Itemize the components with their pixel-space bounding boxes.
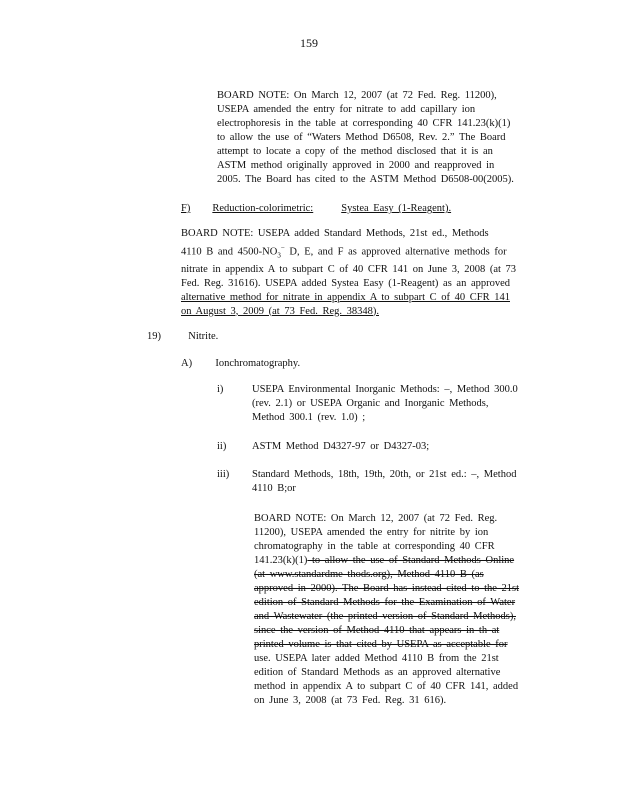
item-marker: F) bbox=[181, 203, 191, 214]
note-line-struck: approved in 2000). The Board has instead cited to the 21st bbox=[254, 583, 520, 594]
sub-item-line: Standard Methods, 18th, 19th, 20th, or 21st ed.: –, Method bbox=[252, 469, 517, 480]
note-line-struck: since the version of Method 4110 that appears in th at bbox=[254, 625, 500, 636]
sub-item-line: Method 300.1 (rev. 1.0) ; bbox=[252, 412, 366, 423]
note-line-struck: edition of Standard Methods for the Examination of Water bbox=[254, 597, 516, 608]
note-line: use. USEPA later added Method 4110 B from the 21st bbox=[254, 653, 499, 664]
struck-text: to allow the use of Standard Methods Online bbox=[307, 555, 515, 566]
note-line: BOARD NOTE: USEPA added Standard Methods, 21st ed., Methods bbox=[181, 228, 489, 239]
note-line: attempt to locate a copy of the method disclosed that it is an bbox=[217, 146, 493, 157]
item-marker: 19) bbox=[147, 331, 161, 342]
item-label: Nitrite. bbox=[188, 331, 219, 342]
note-line: on June 3, 2008 (at 73 Fed. Reg. 31 616). bbox=[254, 695, 447, 706]
note-line: method in appendix A to subpart C of 40 CFR 141, added bbox=[254, 681, 519, 692]
note-line-added: alternative method for nitrate in appendix A to subpart C of 40 CFR 141 bbox=[181, 291, 510, 303]
note-line: ASTM method originally approved in 2000 and reapproved in bbox=[217, 160, 495, 171]
note-line: chromatography in the table at corresponding 40 CFR bbox=[254, 541, 495, 552]
note-line: to allow the use of “Waters Method D6508, Rev. 2.” The Board bbox=[217, 132, 506, 143]
page-number: 159 bbox=[300, 36, 318, 50]
note-line: USEPA amended the entry for nitrate to add capillary ion bbox=[217, 104, 476, 115]
item-marker: A) bbox=[181, 358, 193, 369]
sub-item-i-text bbox=[252, 383, 518, 425]
note-line-added: on August 3, 2009 (at 73 Fed. Reg. 38348). bbox=[181, 305, 379, 317]
note-line: 11200), USEPA amended the entry for nitrite by ion bbox=[254, 527, 489, 538]
item-label: Ionchromatography. bbox=[215, 358, 301, 369]
item-label: Reduction-colorimetric: bbox=[212, 203, 314, 214]
note-line: 141.23(k)(1) to allow the use of Standard Methods Online bbox=[254, 555, 515, 566]
subscript: 3 bbox=[277, 251, 281, 260]
note-line-struck: printed volume is that cited by USEPA as acceptable for bbox=[254, 639, 508, 650]
sub-item-ii-text: ASTM Method D4327-97 or D4327-03; bbox=[252, 441, 430, 452]
sub-item-i-marker: i) bbox=[217, 384, 224, 395]
sub-item-line: USEPA Environmental Inorganic Methods: –, Method 300.0 bbox=[252, 384, 518, 395]
item-method: Systea Easy (1-Reagent). bbox=[341, 203, 452, 214]
item-a-ionchromatography bbox=[181, 357, 300, 371]
note-line: 4110 B and $4500-NO_3^-$ D, E, and F as approved alternative methods for bbox=[181, 244, 507, 260]
note-line: BOARD NOTE: On March 12, 2007 (at 72 Fed. Reg. 11200), bbox=[217, 90, 497, 101]
board-note-nitrate-electrophoresis bbox=[217, 89, 514, 187]
note-line-struck: and Wastewater (the printed version of Standard Methods), bbox=[254, 611, 516, 622]
note-line: edition of Standard Methods as an approved alternative bbox=[254, 667, 501, 678]
note-line: nitrate in appendix A to subpart C of 40 CFR 141 on June 3, 2008 (at 73 bbox=[181, 263, 517, 275]
sub-item-line: 4110 B;or bbox=[252, 483, 296, 494]
item-f-reduction-colorimetric bbox=[181, 202, 463, 216]
note-line-struck: (at www.standardme thods.org), Method 4110 B (as bbox=[254, 569, 484, 580]
item-19-nitrite bbox=[147, 330, 218, 344]
superscript: − bbox=[280, 244, 285, 252]
sub-item-ii-marker: ii) bbox=[217, 441, 227, 452]
note-line: Fed. Reg. 31616). USEPA added Systea Easy (1-Reagent) as an approved bbox=[181, 277, 511, 289]
note-line: electrophoresis in the table at corresponding 40 CFR 141.23(k)(1) bbox=[217, 118, 511, 129]
sub-item-line: (rev. 2.1) or USEPA Organic and Inorganic Methods, bbox=[252, 398, 489, 409]
sub-item-iii-text bbox=[252, 468, 516, 496]
board-note-nitrite-ion-chromatography bbox=[254, 512, 519, 708]
note-line: BOARD NOTE: On March 12, 2007 (at 72 Fed. Reg. bbox=[254, 513, 498, 524]
sub-item-iii-marker: iii) bbox=[217, 469, 230, 480]
board-note-systea-easy bbox=[181, 227, 516, 319]
note-line: 2005. The Board has cited to the ASTM Method D6508-00(2005). bbox=[217, 174, 514, 185]
